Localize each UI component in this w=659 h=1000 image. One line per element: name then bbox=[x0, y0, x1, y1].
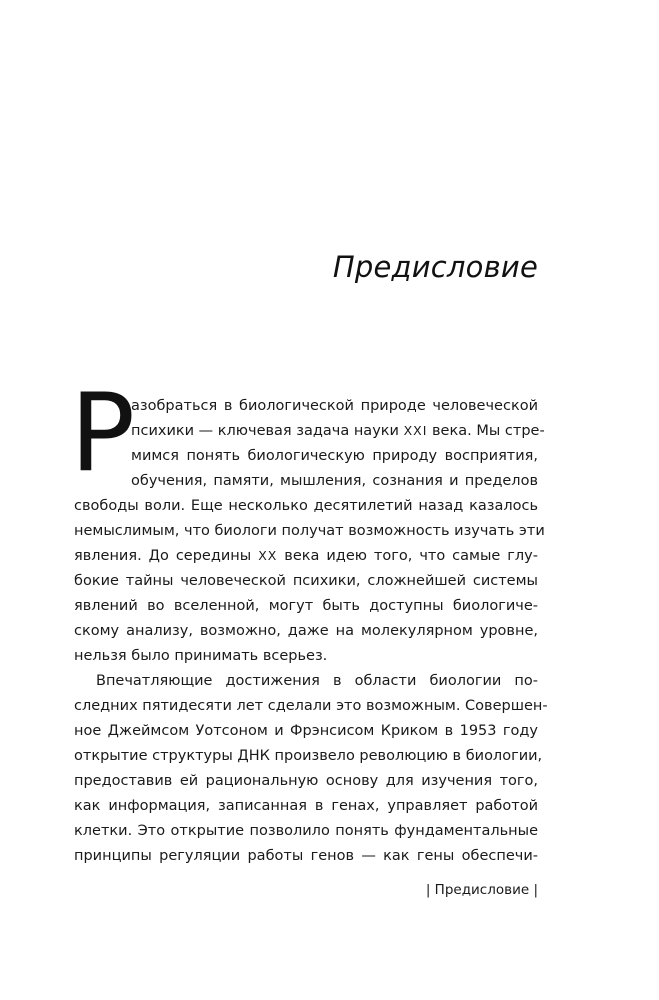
p1-line-11: нельзя было принимать всерьез. bbox=[74, 648, 328, 664]
p1-line-2-century: XXI bbox=[403, 423, 428, 438]
p1-line-2 bbox=[131, 421, 545, 441]
p1-line-7-century: XX bbox=[258, 548, 278, 563]
p2-line-2: следних пятидесяти лет сделали это возможным. Совершен- bbox=[74, 698, 548, 714]
p1-line-7 bbox=[74, 546, 538, 566]
p1-line-7-a: явления. До середины bbox=[74, 548, 259, 564]
p2-line-8: принципы регуляции работы генов — как гены обеспечи- bbox=[74, 848, 538, 864]
p1-line-9: явлений во вселенной, могут быть доступны биологиче- bbox=[74, 598, 538, 614]
running-footer: | Предисловие | bbox=[425, 882, 538, 898]
p1-line-1: азобраться в биологической природе человеческой bbox=[131, 398, 538, 414]
p2-line-5: предоставив ей рациональную основу для изучения того, bbox=[74, 773, 538, 789]
p2-line-4: открытие структуры ДНК произвело революцию в биологии, bbox=[74, 748, 543, 764]
p1-line-3: мимся понять биологическую природу восприятия, bbox=[131, 448, 538, 464]
p2-line-7: клетки. Это открытие позволило понять фундаментальные bbox=[74, 823, 538, 839]
p2-line-1: Впечатляющие достижения в области биологии по- bbox=[96, 673, 538, 689]
chapter-title: Предисловие bbox=[332, 250, 538, 284]
p1-line-10: скому анализу, возможно, даже на молекулярном уровне, bbox=[74, 623, 538, 639]
p1-line-2-a: психики — ключевая задача науки bbox=[131, 423, 404, 439]
drop-cap: Р bbox=[70, 371, 136, 496]
p1-line-6: немыслимым, что биологи получат возможность изучать эти bbox=[74, 523, 545, 539]
p2-line-3: ное Джеймсом Уотсоном и Фрэнсисом Криком в 1953 году bbox=[74, 723, 538, 739]
p1-line-5: свободы воли. Еще несколько десятилетий назад казалось bbox=[74, 498, 538, 514]
p1-line-7-b: века идею того, что самые глу- bbox=[277, 548, 538, 564]
p1-line-2-b: века. Мы стре- bbox=[427, 423, 545, 439]
p1-line-4: обучения, памяти, мышления, сознания и пределов bbox=[131, 473, 538, 489]
p2-line-6: как информация, записанная в генах, управляет работой bbox=[74, 798, 538, 814]
p1-line-8: бокие тайны человеческой психики, сложнейшей системы bbox=[74, 573, 538, 589]
